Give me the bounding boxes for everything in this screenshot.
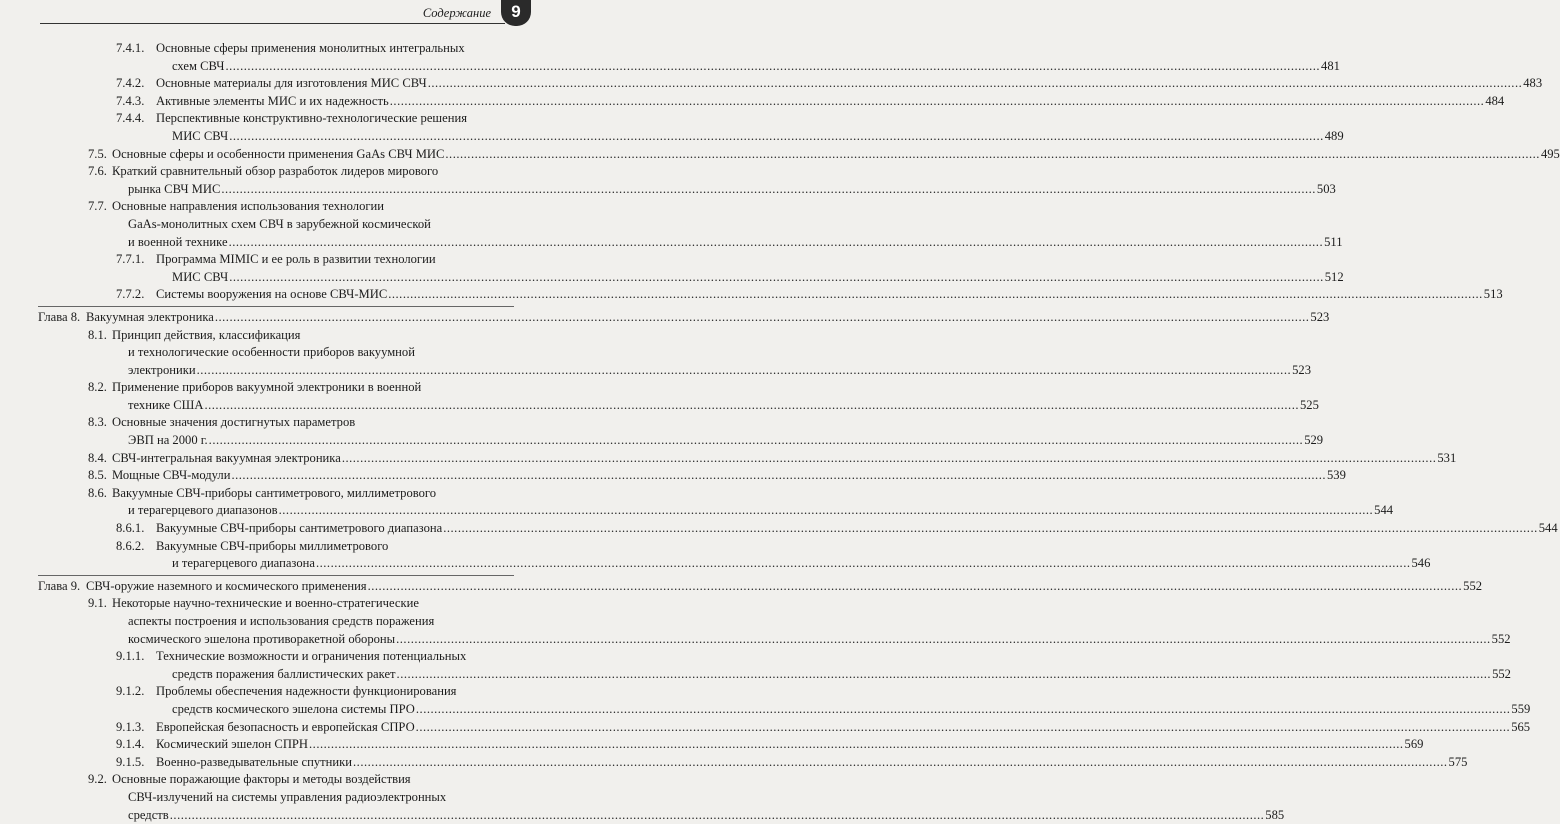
toc-entry-number: 7.7.2. (116, 287, 145, 302)
toc-entry[interactable] (0, 75, 1543, 93)
toc-entry[interactable] (0, 198, 1343, 251)
toc-entry-number: 9.1.2. (116, 684, 145, 699)
toc-entry-title-line: Военно-разведывательные спутники (156, 754, 353, 769)
dot-leader: ............................................................................................................................................................................................................................................................................................................ (367, 578, 1463, 593)
dot-leader: ............................................................................................................................................................................................................................................................................................................ (396, 666, 1492, 681)
dot-leader: ............................................................................................................................................................................................................................................................................................................ (415, 701, 1511, 716)
toc-entry[interactable] (0, 414, 1324, 449)
toc-entry-title-line: Проблемы обеспечения надежности функционирования (156, 684, 457, 699)
toc-page-number: 523 (1292, 362, 1312, 377)
toc-entry-number: 7.6. (88, 164, 107, 179)
toc-entry-title-line: и терагерцевого диапазонов (128, 503, 278, 518)
toc-entry-number: 8.6. (88, 485, 107, 500)
toc-entry-title-line: и терагерцевого диапазона (172, 556, 315, 571)
dot-leader: ............................................................................................................................................................................................................................................................................................................ (208, 433, 1304, 448)
toc-page-number: 523 (1310, 309, 1330, 324)
toc-page-number: 565 (1511, 719, 1531, 734)
toc-entry[interactable] (0, 538, 1431, 573)
toc-entry-number: 9.1.5. (116, 754, 145, 769)
toc-chapter-entry[interactable] (0, 309, 1330, 327)
dot-leader: ............................................................................................................................................................................................................................................................................................................ (388, 287, 1483, 302)
toc-entry[interactable] (0, 719, 1531, 737)
toc-page-number: 483 (1523, 76, 1543, 91)
toc-page-number: 512 (1324, 269, 1344, 284)
toc-entry-title-line: GaAs-монолитных схем СВЧ в зарубежной космической (128, 216, 431, 231)
toc-entry[interactable] (0, 379, 1319, 414)
toc-entry-title-line: ЭВП на 2000 г. (128, 433, 208, 448)
toc-page-number: 539 (1326, 468, 1346, 483)
toc-page-number: 511 (1324, 234, 1343, 249)
toc-entry[interactable] (0, 520, 1558, 538)
dot-leader: ............................................................................................................................................................................................................................................................................................................ (231, 468, 1326, 483)
toc-page-number: 575 (1448, 754, 1468, 769)
toc-page-number: 484 (1485, 93, 1505, 108)
toc-entry-title-line: СВЧ-излучений на системы управления радиоэлектронных (128, 789, 447, 804)
toc-entry-title-line: средств поражения баллистических ракет (172, 666, 396, 681)
toc-entry-number: 7.4.2. (116, 76, 145, 91)
toc-entry-number: 7.7.1. (116, 252, 145, 267)
toc-entry-number: 8.4. (88, 450, 107, 465)
toc-entry-title-line: Вакуумная электроника (86, 309, 214, 324)
dot-leader: ............................................................................................................................................................................................................................................................................................................ (204, 397, 1299, 412)
toc-entry[interactable] (0, 683, 1531, 718)
toc-page-number: 489 (1324, 128, 1344, 143)
toc-page-number: 546 (1411, 556, 1431, 571)
toc-entry[interactable] (0, 754, 1468, 772)
dot-leader: ............................................................................................................................................................................................................................................................................................................ (353, 754, 1448, 769)
dot-leader: ............................................................................................................................................................................................................................................................................................................ (228, 234, 1324, 249)
toc-entry-title-line: Перспективные конструктивно-технологические решения (156, 111, 467, 126)
dot-leader: ............................................................................................................................................................................................................................................................................................................ (315, 556, 1411, 571)
toc-entry-number: 7.4.4. (116, 111, 145, 126)
toc-entry-number: Глава 8. (38, 309, 81, 324)
page-number-badge: 9 (501, 0, 531, 26)
dot-leader: ............................................................................................................................................................................................................................................................................................................ (229, 128, 1324, 143)
toc-page-number: 552 (1492, 666, 1511, 681)
toc-page-number: 513 (1483, 287, 1503, 302)
toc-entry-number: 9.1.4. (116, 737, 145, 752)
toc-entry-number: 8.5. (88, 468, 107, 483)
toc-entry-number: 9.1.3. (116, 719, 145, 734)
dot-leader: ............................................................................................................................................................................................................................................................................................................ (427, 76, 1523, 91)
toc-entry-number: 8.6.1. (116, 521, 145, 536)
toc-entry-title-line: Краткий сравнительный обзор разработок лидеров мирового (112, 164, 439, 179)
dot-leader: ............................................................................................................................................................................................................................................................................................................ (443, 521, 1538, 536)
toc-page-number: 544 (1374, 503, 1394, 518)
dot-leader: ............................................................................................................................................................................................................................................................................................................ (278, 503, 1374, 518)
toc-entry[interactable] (0, 467, 1346, 485)
toc-page-number: 495 (1540, 146, 1560, 161)
toc-page-number: 569 (1404, 737, 1424, 752)
dot-leader: ............................................................................................................................................................................................................................................................................................................ (309, 737, 1404, 752)
toc-entry-title-line: Принцип действия, классификация (112, 327, 301, 342)
toc-entry[interactable] (0, 648, 1511, 683)
page-header (0, 0, 539, 30)
toc-entry-title-line: Технические возможности и ограничения потенциальных (156, 649, 467, 664)
toc-entry-title-line: Некоторые научно-технические и военно-стратегические (112, 596, 419, 611)
toc-entry[interactable] (0, 110, 1344, 145)
toc-entry-title-line: СВЧ-оружие наземного и космического применения (86, 578, 367, 593)
toc-page-number: 529 (1304, 433, 1324, 448)
toc-entry-number: 7.7. (88, 199, 107, 214)
dot-leader: ............................................................................................................................................................................................................................................................................................................ (396, 631, 1491, 646)
toc-entry-title-line: Вакуумные СВЧ-приборы миллиметрового (156, 538, 389, 553)
toc-entry[interactable] (0, 40, 1340, 75)
toc-entry-title-line: Вакуумные СВЧ-приборы сантиметрового диапазона (156, 521, 443, 536)
toc-entry[interactable] (0, 327, 1312, 380)
toc-page-number: 559 (1511, 701, 1531, 716)
toc-entry-number: 8.3. (88, 415, 107, 430)
toc-entry-title-line: рынка СВЧ МИС (128, 181, 221, 196)
toc-entry-number: 7.5. (88, 146, 107, 161)
dot-leader: ............................................................................................................................................................................................................................................................................................................ (225, 58, 1321, 73)
header-rule (40, 23, 505, 24)
toc-page-number: 503 (1316, 181, 1336, 196)
toc-entry[interactable] (0, 485, 1394, 520)
toc-entry-title-line: схем СВЧ (172, 58, 225, 73)
toc-page-number: 525 (1299, 397, 1319, 412)
toc-entry[interactable] (0, 251, 1344, 286)
dot-leader: ............................................................................................................................................................................................................................................................................................................ (445, 146, 1540, 161)
toc-entry-title-line: Вакуумные СВЧ-приборы сантиметрового, миллиметрового (112, 485, 437, 500)
toc-entry-title-line: средств (128, 807, 169, 822)
dot-leader: ............................................................................................................................................................................................................................................................................................................ (169, 807, 1265, 822)
toc-entry-title-line: Европейская безопасность и европейская СПРО (156, 719, 415, 734)
toc-page-number: 585 (1265, 807, 1285, 822)
toc-entry[interactable] (0, 450, 1457, 468)
toc-entry-title-line: и технологические особенности приборов вакуумной (128, 345, 415, 360)
toc-entry-title-line: электроники (128, 362, 196, 377)
toc-entry[interactable] (0, 163, 1336, 198)
dot-leader: ............................................................................................................................................................................................................................................................................................................ (229, 269, 1324, 284)
toc-entry-number: 9.2. (88, 772, 107, 787)
toc-entry-title-line: средств космического эшелона системы ПРО (172, 701, 415, 716)
toc-entry-title-line: Мощные СВЧ-модули (112, 468, 231, 483)
toc-entry[interactable] (0, 771, 1285, 824)
toc-entry-title-line: аспекты построения и использования средств поражения (128, 614, 435, 628)
toc-entry-title-line: Основные поражающие факторы и методы воздействия (112, 772, 411, 787)
toc-entry[interactable] (0, 146, 1560, 164)
toc-page-number: 544 (1538, 521, 1558, 536)
toc-entry-title-line: Основные сферы и особенности применения GaAs СВЧ МИС (112, 146, 445, 161)
toc-entry-title-line: Основные направления использования технологии (112, 199, 385, 214)
table-of-contents (0, 40, 1560, 824)
toc-entry-number: 9.1. (88, 596, 107, 611)
toc-page-number: 552 (1463, 578, 1483, 593)
running-title: Содержание (422, 6, 491, 20)
toc-entry-title-line: СВЧ-интегральная вакуумная электроника (112, 450, 341, 465)
toc-entry-number: 7.4.3. (116, 93, 145, 108)
dot-leader: ............................................................................................................................................................................................................................................................................................................ (389, 93, 1485, 108)
toc-entry-number: 8.6.2. (116, 538, 145, 553)
chapter-separator (38, 575, 514, 576)
toc-page-number: 552 (1491, 631, 1511, 646)
toc-entry-title-line: Системы вооружения на основе СВЧ-МИС (156, 287, 388, 302)
toc-chapter-entry[interactable] (0, 578, 1483, 596)
toc-entry-title-line: МИС СВЧ (172, 269, 229, 284)
toc-entry-title-line: и военной технике (128, 234, 228, 249)
toc-entry[interactable] (0, 595, 1511, 648)
dot-leader: ............................................................................................................................................................................................................................................................................................................ (214, 309, 1310, 324)
dot-leader: ............................................................................................................................................................................................................................................................................................................ (221, 181, 1316, 196)
toc-entry-title-line: Активные элементы МИС и их надежность (156, 93, 389, 108)
toc-entry-title-line: Основные материалы для изготовления МИС СВЧ (156, 76, 427, 91)
toc-entry-number: 7.4.1. (116, 41, 145, 55)
toc-entry-number: 9.1.1. (116, 649, 145, 664)
toc-entry-title-line: космического эшелона противоракетной обороны (128, 631, 396, 646)
toc-entry-number: 8.1. (88, 327, 107, 342)
toc-page-number: 481 (1321, 58, 1340, 73)
toc-page-number: 531 (1437, 450, 1457, 465)
toc-entry-title-line: Применение приборов вакуумной электроники в военной (112, 380, 422, 395)
chapter-separator (38, 306, 514, 307)
dot-leader: ............................................................................................................................................................................................................................................................................................................ (415, 719, 1511, 734)
dot-leader: ............................................................................................................................................................................................................................................................................................................ (196, 362, 1292, 377)
toc-entry-number: 8.2. (88, 380, 107, 395)
toc-entry[interactable] (0, 286, 1503, 304)
toc-entry[interactable] (0, 736, 1424, 754)
toc-entry-title-line: Программа MIMIC и ее роль в развитии технологии (156, 252, 436, 267)
dot-leader: ............................................................................................................................................................................................................................................................................................................ (341, 450, 1437, 465)
toc-entry-title-line: МИС СВЧ (172, 128, 229, 143)
toc-entry-title-line: технике США (128, 397, 204, 412)
toc-entry[interactable] (0, 93, 1505, 111)
toc-entry-number: Глава 9. (38, 578, 81, 593)
toc-entry-title-line: Основные сферы применения монолитных интегральных (156, 41, 465, 55)
toc-entry-title-line: Космический эшелон СПРН (156, 737, 309, 752)
toc-entry-title-line: Основные значения достигнутых параметров (112, 415, 356, 430)
